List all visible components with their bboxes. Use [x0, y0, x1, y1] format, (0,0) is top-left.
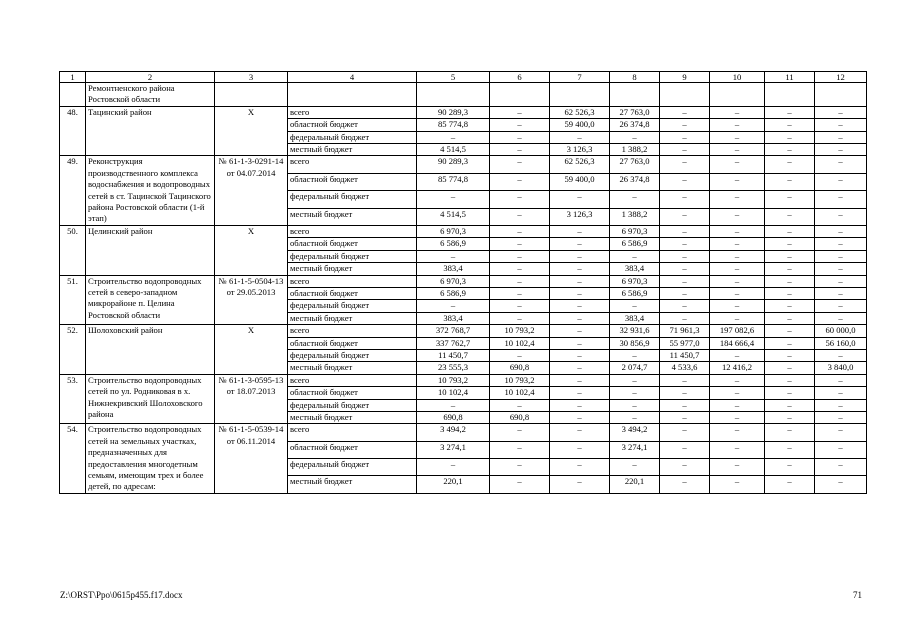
- amount-cell: 10 102,4: [417, 387, 490, 399]
- amount-cell: –: [765, 362, 815, 374]
- amount-cell: –: [815, 225, 867, 237]
- doc-reference: Х: [215, 106, 288, 156]
- amount-cell: 690,8: [417, 411, 490, 423]
- amount-cell: –: [765, 225, 815, 237]
- amount-cell: –: [710, 275, 765, 287]
- amount-cell: –: [765, 287, 815, 299]
- amount-cell: –: [815, 312, 867, 324]
- amount-cell: 184 666,4: [710, 337, 765, 349]
- amount-cell: –: [550, 250, 610, 262]
- amount-cell: –: [490, 106, 550, 118]
- amount-cell: –: [815, 106, 867, 118]
- amount-cell: –: [660, 387, 710, 399]
- continuation-row: [60, 83, 867, 107]
- amount-cell: –: [710, 441, 765, 458]
- amount-cell: 337 762,7: [417, 337, 490, 349]
- amount-cell: 690,8: [490, 362, 550, 374]
- amount-cell: –: [490, 476, 550, 493]
- amount-cell: –: [765, 208, 815, 225]
- amount-cell: –: [710, 349, 765, 361]
- budget-source: всего: [288, 374, 417, 386]
- amount-cell: –: [550, 374, 610, 386]
- amount-cell: –: [765, 399, 815, 411]
- row-number: 50.: [60, 225, 86, 275]
- budget-source: федеральный бюджет: [288, 399, 417, 411]
- amount-cell: –: [660, 275, 710, 287]
- amount-cell: 27 763,0: [610, 156, 660, 173]
- amount-cell: –: [490, 250, 550, 262]
- amount-cell: 383,4: [417, 312, 490, 324]
- budget-source: всего: [288, 156, 417, 173]
- budget-source: областной бюджет: [288, 441, 417, 458]
- amount-cell: 71 961,3: [660, 325, 710, 337]
- budget-source: областной бюджет: [288, 173, 417, 190]
- amount-cell: –: [550, 131, 610, 143]
- amount-cell: –: [550, 287, 610, 299]
- budget-source: местный бюджет: [288, 362, 417, 374]
- budget-source: местный бюджет: [288, 411, 417, 423]
- amount-cell: –: [815, 287, 867, 299]
- amount-cell: –: [815, 349, 867, 361]
- amount-cell: –: [815, 263, 867, 275]
- amount-cell: –: [660, 191, 710, 208]
- amount-cell: 11 450,7: [660, 349, 710, 361]
- table-row: [60, 156, 867, 173]
- amount-cell: 59 400,0: [550, 119, 610, 131]
- amount-cell: –: [660, 208, 710, 225]
- amount-cell: –: [765, 106, 815, 118]
- amount-cell: –: [710, 476, 765, 493]
- amount-cell: 55 977,0: [660, 337, 710, 349]
- amount-cell: –: [490, 119, 550, 131]
- amount-cell: –: [610, 131, 660, 143]
- amount-cell: –: [490, 263, 550, 275]
- amount-cell: 85 774,8: [417, 173, 490, 190]
- amount-cell: –: [815, 191, 867, 208]
- amount-cell: –: [765, 191, 815, 208]
- amount-cell: –: [660, 459, 710, 476]
- amount-cell: –: [610, 459, 660, 476]
- amount-cell: 197 082,6: [710, 325, 765, 337]
- amount-cell: –: [660, 287, 710, 299]
- amount-cell: –: [710, 119, 765, 131]
- amount-cell: –: [610, 411, 660, 423]
- amount-cell: 32 931,6: [610, 325, 660, 337]
- budget-source: местный бюджет: [288, 208, 417, 225]
- amount-cell: –: [490, 131, 550, 143]
- amount-cell: –: [765, 374, 815, 386]
- file-path: Z:\ORST\Ppo\0615p455.f17.docx: [60, 590, 183, 600]
- amount-cell: 11 450,7: [417, 349, 490, 361]
- amount-cell: –: [710, 173, 765, 190]
- item-name: Тацинский район: [86, 106, 215, 156]
- amount-cell: –: [765, 424, 815, 441]
- amount-cell: –: [765, 144, 815, 156]
- table-row: [60, 325, 867, 337]
- col-header: 9: [660, 72, 710, 83]
- amount-cell: 56 160,0: [815, 337, 867, 349]
- amount-cell: 10 793,2: [490, 374, 550, 386]
- amount-cell: –: [765, 459, 815, 476]
- amount-cell: –: [417, 399, 490, 411]
- amount-cell: 1 388,2: [610, 208, 660, 225]
- amount-cell: 12 416,2: [710, 362, 765, 374]
- amount-cell: –: [710, 387, 765, 399]
- item-name: Строительство водопроводных сетей по ул. Родниковая в х. Нижнекривский Шолоховского района: [86, 374, 215, 424]
- amount-cell: 383,4: [610, 312, 660, 324]
- amount-cell: 6 970,3: [610, 275, 660, 287]
- amount-cell: –: [660, 156, 710, 173]
- amount-cell: –: [660, 411, 710, 423]
- amount-cell: –: [710, 208, 765, 225]
- amount-cell: –: [490, 156, 550, 173]
- amount-cell: 4 514,5: [417, 208, 490, 225]
- amount-cell: 3 494,2: [417, 424, 490, 441]
- amount-cell: –: [815, 476, 867, 493]
- amount-cell: 23 555,3: [417, 362, 490, 374]
- amount-cell: –: [550, 263, 610, 275]
- budget-source: всего: [288, 424, 417, 441]
- amount-cell: 85 774,8: [417, 119, 490, 131]
- amount-cell: –: [765, 119, 815, 131]
- amount-cell: 26 374,8: [610, 119, 660, 131]
- amount-cell: –: [765, 250, 815, 262]
- page-number: 71: [853, 590, 862, 600]
- budget-source: областной бюджет: [288, 337, 417, 349]
- amount-cell: 1 388,2: [610, 144, 660, 156]
- amount-cell: –: [610, 191, 660, 208]
- amount-cell: –: [765, 349, 815, 361]
- amount-cell: –: [765, 387, 815, 399]
- col-header: 4: [288, 72, 417, 83]
- col-header: 8: [610, 72, 660, 83]
- amount-cell: –: [815, 300, 867, 312]
- amount-cell: 30 856,9: [610, 337, 660, 349]
- amount-cell: 6 586,9: [610, 287, 660, 299]
- doc-reference: № 61-1-5-0504-13 от 29.05.2013: [215, 275, 288, 325]
- budget-source: местный бюджет: [288, 144, 417, 156]
- doc-reference: № 61-1-3-0595-13 от 18.07.2013: [215, 374, 288, 424]
- amount-cell: –: [550, 225, 610, 237]
- amount-cell: 60 000,0: [815, 325, 867, 337]
- amount-cell: –: [610, 387, 660, 399]
- amount-cell: 59 400,0: [550, 173, 610, 190]
- amount-cell: 26 374,8: [610, 173, 660, 190]
- amount-cell: –: [660, 250, 710, 262]
- amount-cell: –: [550, 275, 610, 287]
- amount-cell: 90 289,3: [417, 156, 490, 173]
- amount-cell: 690,8: [490, 411, 550, 423]
- budget-source: федеральный бюджет: [288, 191, 417, 208]
- amount-cell: –: [710, 225, 765, 237]
- amount-cell: –: [815, 399, 867, 411]
- amount-cell: –: [490, 238, 550, 250]
- amount-cell: –: [490, 441, 550, 458]
- col-header: 12: [815, 72, 867, 83]
- amount-cell: –: [765, 325, 815, 337]
- amount-cell: –: [417, 250, 490, 262]
- amount-cell: –: [765, 238, 815, 250]
- amount-cell: –: [765, 312, 815, 324]
- amount-cell: 372 768,7: [417, 325, 490, 337]
- row-number: 48.: [60, 106, 86, 156]
- amount-cell: –: [710, 411, 765, 423]
- amount-cell: –: [765, 337, 815, 349]
- amount-cell: –: [815, 374, 867, 386]
- amount-cell: –: [660, 119, 710, 131]
- amount-cell: –: [765, 441, 815, 458]
- amount-cell: –: [660, 374, 710, 386]
- col-header: 11: [765, 72, 815, 83]
- item-name: Строительство водопроводных сетей в северо-западном микрорайоне п. Целина Ростовской области: [86, 275, 215, 325]
- amount-cell: –: [660, 238, 710, 250]
- amount-cell: 6 586,9: [610, 238, 660, 250]
- amount-cell: –: [417, 191, 490, 208]
- amount-cell: –: [815, 387, 867, 399]
- amount-cell: –: [550, 399, 610, 411]
- amount-cell: –: [710, 312, 765, 324]
- amount-cell: –: [490, 173, 550, 190]
- col-header: 2: [86, 72, 215, 83]
- amount-cell: –: [490, 459, 550, 476]
- budget-source: местный бюджет: [288, 476, 417, 493]
- table-row: [60, 275, 867, 287]
- col-header: 6: [490, 72, 550, 83]
- doc-reference: Х: [215, 225, 288, 275]
- amount-cell: –: [710, 191, 765, 208]
- column-number-row: [60, 72, 867, 83]
- row-number: 53.: [60, 374, 86, 424]
- amount-cell: –: [710, 250, 765, 262]
- amount-cell: –: [490, 275, 550, 287]
- amount-cell: –: [610, 250, 660, 262]
- amount-cell: –: [815, 144, 867, 156]
- amount-cell: –: [550, 441, 610, 458]
- col-header: 3: [215, 72, 288, 83]
- amount-cell: –: [765, 156, 815, 173]
- amount-cell: –: [550, 387, 610, 399]
- amount-cell: –: [710, 459, 765, 476]
- amount-cell: 2 074,7: [610, 362, 660, 374]
- budget-source: областной бюджет: [288, 387, 417, 399]
- amount-cell: –: [765, 411, 815, 423]
- item-name: Строительство водопроводных сетей на земельных участках, предназначенных для предоставления многодетным семьям, имеющим трех и более детей, по адресам:: [86, 424, 215, 493]
- amount-cell: 4 514,5: [417, 144, 490, 156]
- amount-cell: 6 586,9: [417, 287, 490, 299]
- amount-cell: –: [660, 441, 710, 458]
- budget-source: всего: [288, 275, 417, 287]
- amount-cell: –: [815, 119, 867, 131]
- amount-cell: 383,4: [417, 263, 490, 275]
- table-row: [60, 374, 867, 386]
- amount-cell: –: [490, 399, 550, 411]
- doc-reference: Х: [215, 325, 288, 375]
- funding-table: [59, 71, 867, 494]
- table-row: [60, 225, 867, 237]
- amount-cell: –: [550, 191, 610, 208]
- budget-source: областной бюджет: [288, 119, 417, 131]
- amount-cell: –: [815, 238, 867, 250]
- item-name: Реконструкция производственного комплекса водоснабжения и водопроводных сетей в ст. Тацинской Тацинского района Ростовской области (1-й этап): [86, 156, 215, 225]
- amount-cell: –: [765, 263, 815, 275]
- amount-cell: –: [490, 208, 550, 225]
- amount-cell: –: [417, 459, 490, 476]
- amount-cell: –: [660, 131, 710, 143]
- amount-cell: –: [490, 424, 550, 441]
- amount-cell: –: [610, 374, 660, 386]
- amount-cell: –: [660, 144, 710, 156]
- amount-cell: –: [550, 459, 610, 476]
- budget-source: областной бюджет: [288, 287, 417, 299]
- amount-cell: –: [490, 225, 550, 237]
- amount-cell: –: [490, 300, 550, 312]
- amount-cell: –: [710, 287, 765, 299]
- amount-cell: –: [815, 208, 867, 225]
- amount-cell: 10 102,4: [490, 337, 550, 349]
- amount-cell: –: [815, 173, 867, 190]
- amount-cell: –: [660, 225, 710, 237]
- amount-cell: –: [660, 173, 710, 190]
- amount-cell: –: [765, 131, 815, 143]
- amount-cell: –: [550, 325, 610, 337]
- row-number: 52.: [60, 325, 86, 375]
- amount-cell: 62 526,3: [550, 156, 610, 173]
- col-header: 10: [710, 72, 765, 83]
- doc-reference: № 61-1-3-0291-14 от 04.07.2014: [215, 156, 288, 225]
- amount-cell: –: [610, 399, 660, 411]
- amount-cell: –: [815, 424, 867, 441]
- amount-cell: –: [660, 106, 710, 118]
- budget-source: областной бюджет: [288, 238, 417, 250]
- amount-cell: 90 289,3: [417, 106, 490, 118]
- amount-cell: –: [815, 131, 867, 143]
- amount-cell: –: [490, 191, 550, 208]
- amount-cell: –: [815, 275, 867, 287]
- amount-cell: 4 533,6: [660, 362, 710, 374]
- amount-cell: –: [710, 424, 765, 441]
- item-name: Шолоховский район: [86, 325, 215, 375]
- amount-cell: –: [610, 300, 660, 312]
- amount-cell: –: [550, 411, 610, 423]
- amount-cell: –: [550, 476, 610, 493]
- amount-cell: –: [550, 238, 610, 250]
- amount-cell: 220,1: [610, 476, 660, 493]
- amount-cell: –: [815, 459, 867, 476]
- col-header: 1: [60, 72, 86, 83]
- budget-source: федеральный бюджет: [288, 250, 417, 262]
- budget-source: всего: [288, 225, 417, 237]
- amount-cell: 6 970,3: [417, 225, 490, 237]
- amount-cell: 3 274,1: [417, 441, 490, 458]
- budget-source: местный бюджет: [288, 263, 417, 275]
- amount-cell: –: [710, 399, 765, 411]
- amount-cell: –: [550, 300, 610, 312]
- amount-cell: –: [660, 399, 710, 411]
- amount-cell: 62 526,3: [550, 106, 610, 118]
- amount-cell: –: [815, 441, 867, 458]
- amount-cell: –: [660, 300, 710, 312]
- amount-cell: –: [710, 263, 765, 275]
- amount-cell: –: [815, 250, 867, 262]
- amount-cell: 3 840,0: [815, 362, 867, 374]
- amount-cell: –: [550, 349, 610, 361]
- amount-cell: –: [765, 300, 815, 312]
- doc-reference: № 61-1-5-0539-14 от 06.11.2014: [215, 424, 288, 493]
- table-row: [60, 424, 867, 441]
- budget-source: федеральный бюджет: [288, 459, 417, 476]
- amount-cell: –: [550, 337, 610, 349]
- item-name: Целинский район: [86, 225, 215, 275]
- amount-cell: 3 126,3: [550, 208, 610, 225]
- amount-cell: –: [610, 349, 660, 361]
- amount-cell: –: [660, 263, 710, 275]
- amount-cell: –: [490, 287, 550, 299]
- amount-cell: 10 793,2: [490, 325, 550, 337]
- amount-cell: –: [550, 312, 610, 324]
- amount-cell: –: [765, 476, 815, 493]
- table-row: [60, 106, 867, 118]
- amount-cell: –: [417, 131, 490, 143]
- continuation-name: Ремонтненского района Ростовской области: [86, 83, 215, 107]
- amount-cell: –: [710, 106, 765, 118]
- amount-cell: –: [710, 144, 765, 156]
- amount-cell: 383,4: [610, 263, 660, 275]
- amount-cell: 10 793,2: [417, 374, 490, 386]
- amount-cell: –: [710, 156, 765, 173]
- amount-cell: –: [710, 300, 765, 312]
- budget-source: федеральный бюджет: [288, 131, 417, 143]
- amount-cell: –: [490, 312, 550, 324]
- row-number: 49.: [60, 156, 86, 225]
- amount-cell: –: [550, 362, 610, 374]
- amount-cell: –: [710, 374, 765, 386]
- budget-source: федеральный бюджет: [288, 349, 417, 361]
- amount-cell: 3 494,2: [610, 424, 660, 441]
- amount-cell: 220,1: [417, 476, 490, 493]
- budget-source: федеральный бюджет: [288, 300, 417, 312]
- amount-cell: –: [765, 275, 815, 287]
- budget-source: местный бюджет: [288, 312, 417, 324]
- amount-cell: –: [815, 156, 867, 173]
- amount-cell: –: [660, 424, 710, 441]
- budget-source: всего: [288, 325, 417, 337]
- row-number: 51.: [60, 275, 86, 325]
- amount-cell: –: [710, 131, 765, 143]
- amount-cell: 10 102,4: [490, 387, 550, 399]
- budget-source: всего: [288, 106, 417, 118]
- row-number: 54.: [60, 424, 86, 493]
- amount-cell: –: [550, 424, 610, 441]
- col-header: 5: [417, 72, 490, 83]
- amount-cell: –: [490, 349, 550, 361]
- amount-cell: –: [765, 173, 815, 190]
- amount-cell: 27 763,0: [610, 106, 660, 118]
- amount-cell: 3 274,1: [610, 441, 660, 458]
- amount-cell: –: [660, 476, 710, 493]
- amount-cell: –: [417, 300, 490, 312]
- amount-cell: –: [710, 238, 765, 250]
- amount-cell: –: [815, 411, 867, 423]
- amount-cell: 6 970,3: [417, 275, 490, 287]
- amount-cell: 3 126,3: [550, 144, 610, 156]
- col-header: 7: [550, 72, 610, 83]
- amount-cell: –: [660, 312, 710, 324]
- amount-cell: 6 586,9: [417, 238, 490, 250]
- amount-cell: –: [490, 144, 550, 156]
- amount-cell: 6 970,3: [610, 225, 660, 237]
